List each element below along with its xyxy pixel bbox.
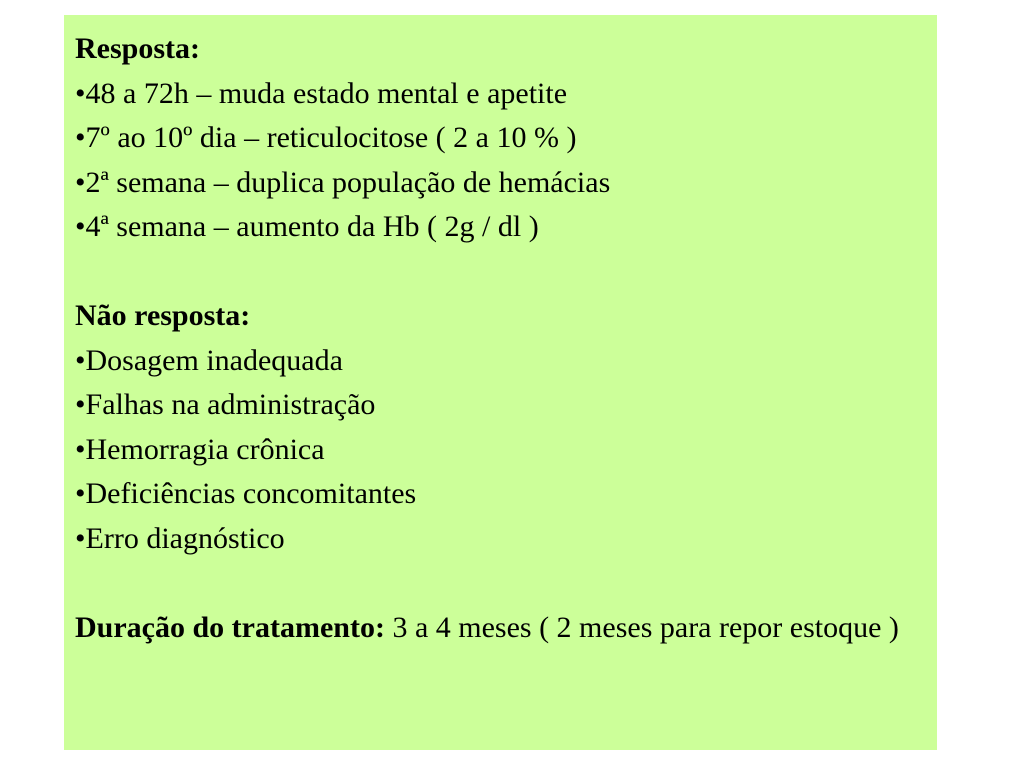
duracao-text: 3 a 4 meses ( 2 meses para repor estoque ) [384,610,899,644]
nao-resposta-item-text: Hemorragia crônica [85,432,325,466]
nao-resposta-item-4 [75,472,927,517]
bullet-icon [75,166,86,199]
nao-resposta-item-text: Deficiências concomitantes [85,477,417,510]
nao-resposta-heading: Não resposta: [75,299,251,332]
nao-resposta-item-5 [75,517,927,562]
resposta-item-text: 48 a 72h – muda estado mental e apetite [85,76,568,110]
resposta-item-text: 7º ao 10º dia – reticulocitose ( 2 a 10 % ) [85,121,577,154]
bullet-icon [75,210,86,243]
nao-resposta-item-1 [75,339,927,384]
resposta-heading: Resposta: [75,32,200,65]
bullet-icon [75,77,86,110]
nao-resposta-item-text: Erro diagnóstico [85,521,285,555]
resposta-item-text: 4ª semana – aumento da Hb ( 2g / dl ) [85,210,539,243]
nao-resposta-item-text: Falhas na administração [85,388,376,421]
duracao-label: Duração do tratamento: [75,610,385,644]
bullet-icon [75,388,86,421]
section-spacer [75,250,927,295]
bullet-icon [75,522,86,555]
bullet-icon [75,477,86,510]
resposta-item-1 [75,72,927,117]
resposta-item-text: 2ª semana – duplica população de hemácias [85,165,611,199]
bullet-icon [75,121,86,154]
resposta-item-3 [75,161,927,206]
content-box [64,15,937,750]
duracao-paragraph [75,606,927,651]
bullet-icon [75,433,86,466]
nao-resposta-item-2 [75,383,927,428]
nao-resposta-item-text: Dosagem inadequada [85,343,343,377]
resposta-item-2 [75,116,927,161]
resposta-item-4 [75,205,927,250]
section-spacer [75,561,927,606]
bullet-icon [75,344,86,377]
nao-resposta-item-3 [75,428,927,473]
